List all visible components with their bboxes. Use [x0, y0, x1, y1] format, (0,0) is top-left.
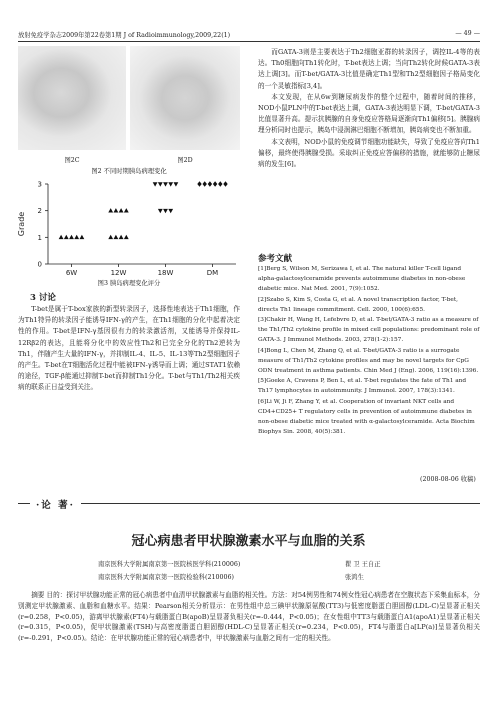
figure-3-caption: 图3 胰岛病理变化评分 — [97, 280, 161, 287]
data-point-triangle-up — [124, 208, 129, 212]
data-point-triangle-up — [119, 208, 124, 212]
data-point-triangle-up — [64, 235, 69, 239]
discussion-heading: 3 讨论 — [30, 293, 56, 303]
figure-2c-image — [18, 46, 126, 150]
running-header-left: 放射免疫学杂志2009年第22卷第1期 J of Radioimmunology,2009,22(1) — [18, 32, 231, 39]
figure-2d-image — [130, 46, 240, 150]
figure-2d-label: 图2D — [177, 157, 193, 164]
data-point-triangle-up — [114, 235, 119, 239]
data-point-triangle-down — [158, 209, 163, 213]
x-tick-label: 12W — [110, 269, 127, 277]
figure-2-caption: 图2 不同时期胰岛病理变化 — [91, 168, 167, 175]
data-point-triangle-up — [108, 235, 113, 239]
x-tick-label: 18W — [157, 269, 174, 277]
discussion-paragraph: T-bet是属于T-box家族的新型转录因子，选择性地表达于Th1细胞，作为Th1特异的转录因子能诱导IFN-γ的产生，在Th1细胞的分化中起着决定性的作用。T-bet是IFN-γ基因很有力的转录激活剂，又能诱导并保持IL-12Rβ2的表达，且能将分化中的效应性Th2和已完全分化的Th2逆转为Th1，伴随产生大量的IFN-γ，并抑制IL-4、IL-5、IL-13等Th2型细胞因子的产生。T-bet在T细胞活化过程中能被IFN-γ诱导而上调；通过STAT1依赖的途径，TGF-β能通过抑制T-bet而抑制Th1分化。T-bet与Th1/Th2相关疾病的联系正日益受到关注。 — [18, 305, 240, 392]
authors-1: 瞿 卫 王自正 — [345, 561, 381, 568]
figure-3-chart — [14, 178, 244, 278]
reference-item: [1]Berg S, Wilson M, Serizawa I, et al. The natural killer T-cell ligand alpha-galactosylceramide prevents autoimmune diabetes in non-obese diabetic mice. Nat Med. 2001, 7(9):1052. — [258, 266, 466, 293]
affiliation-1: 南京医科大学附属南京第一医院核医学科(210006) — [98, 561, 241, 568]
data-point-triangle-down — [168, 209, 173, 213]
y-axis-label: Grade — [17, 211, 26, 237]
data-point-triangle-up — [114, 208, 119, 212]
discussion-body — [18, 304, 240, 394]
article-title: 冠心病患者甲状腺激素水平与血脂的关系 — [131, 534, 366, 549]
x-tick-label: DM — [206, 269, 219, 277]
references-heading: 参考文献 — [258, 254, 293, 264]
right-paragraph-2: 本文发现，在从6w到糖尿病发作的整个过程中，随着时间的推移，NOD小鼠PLN中的T-bet表达上调，GATA-3表达明显下调，T-bet/GATA-3比值显著升高。提示抗胰腺的自身免疫应答格局逐渐向Th1偏移[5]。胰腺病理分析同时也提示，胰岛中浸润淋巴细胞不断增加，胰岛病变也不断加重。 — [258, 92, 480, 135]
y-tick-label: 3 — [37, 180, 42, 189]
y-tick-label: 1 — [37, 233, 42, 242]
reference-item: [3]Chakir H, Wang H, Lefebvre D, et al. T-bet/GATA-3 ratio as a measure of the Th1/Th2 cytokine profile in mixed cell populations: predominant role of GATA-3. J Immunol Methods. 2003, 278(1-2):157. — [258, 317, 480, 344]
data-point-diamond — [213, 181, 217, 187]
x-tick-label: 6W — [65, 269, 78, 277]
figure-2c-label: 图2C — [64, 157, 80, 164]
data-point-triangle-up — [124, 235, 129, 239]
right-paragraph-3: 本文表明，NOD小鼠的免疫调节细胞功能缺失，导致了免疫应答向Th1偏移，最终使得胰腺受损。采取纠正免疫应答偏移的措施，就能够防止糖尿病的发生[6]。 — [258, 137, 480, 169]
authors-2: 张鸿生 — [345, 574, 364, 581]
abstract — [18, 590, 480, 644]
data-point-triangle-up — [80, 235, 85, 239]
data-point-triangle-down — [168, 182, 173, 186]
data-point-diamond — [197, 181, 201, 187]
running-header — [18, 30, 480, 39]
data-point-triangle-down — [153, 182, 158, 186]
data-point-diamond — [203, 181, 207, 187]
y-tick-label: 2 — [37, 207, 42, 216]
data-point-triangle-down — [174, 182, 179, 186]
y-tick-label: 0 — [37, 260, 42, 269]
received-date: (2008-08-06 收稿) — [420, 476, 476, 483]
data-point-triangle-up — [74, 235, 79, 239]
reference-item: [6]Li W, Ji F, Zhang Y, et al. Cooperation of invariant NKT cells and CD4+CD25+ T regulatory cells in prevention of autoimmune diabetes in non-obese diabetic mice treated with α-galactosylceramide. Acta Biochim Biophys Sin. 2008, 40(5):381. — [258, 398, 475, 436]
section-rule — [18, 503, 480, 504]
data-point-triangle-down — [158, 182, 163, 186]
references-list — [258, 264, 480, 437]
section-banner: ·论 著· — [30, 497, 81, 511]
affiliation-2: 南京医科大学附属南京第一医院检验科(210006) — [98, 574, 234, 581]
data-point-triangle-up — [59, 235, 64, 239]
right-paragraph-1: 而GATA-3则是主要表达于Th2细胞亚群的转录因子，调控IL-4等的表达。Th0细胞向Th1转化时，T-bet表达上调；当向Th2转化时候GATA-3表达上调[3]。而T-bet/GATA-3比值是确定Th1型和Th2型细胞因子格局变化的一个灵敏指标[3,4]。 — [258, 48, 480, 90]
data-point-triangle-up — [119, 235, 124, 239]
reference-item: [2]Szabo S, Kim S, Costa G, et al. A novel transcription factor, T-bet, directs Th1 lineage commitment. Cell. 2000, 100(6):655. — [258, 296, 459, 313]
page-number: — 49 — — [455, 30, 480, 37]
data-point-diamond — [223, 181, 227, 187]
data-point-triangle-up — [108, 208, 113, 212]
data-point-triangle-up — [69, 235, 74, 239]
header-rule — [18, 41, 480, 42]
data-point-triangle-down — [163, 182, 168, 186]
reference-item: [5]Goeke A, Cravens P, Ben L, et al. T-bet regulates the fate of Th1 and Th17 lymphocytes in autoimmunity. J Immunol. 2007, 178(3):1341. — [258, 378, 467, 395]
abstract-text: 摘要 目的：探讨甲状腺功能正常的冠心病患者中血清甲状腺激素与血脂的相关性。方法：对54例男性和74例女性冠心病患者在空腹状态下采集血标本，分别测定甲状腺激素、血脂和血糖水平。结果：Pearson相关分析显示：在男性组中总三碘甲状腺原氨酸(TT3)与低密度脂蛋白胆固醇(LDL-C)呈显著正相关(r=0.258，P<0.05)，游离甲状腺素(FT4)与载脂蛋白B(apoB)呈显著负相关(r=-0.444，P<0.05)；在女性组中TT3与载脂蛋白A1(apoA1)呈显著正相关(r=0.315，P<0.05)，促甲状腺激素(TSH)与高密度脂蛋白胆固醇(HDL-C)呈显著正相关(r=0.234，P<0.05)，FT4与脂蛋白a[LP(a)]呈显著负相关(r=-0.291，P<0.05)。结论：在甲状腺功能正常的冠心病患者中，甲状腺激素与血脂之间有一定的相关性。 — [18, 591, 480, 643]
data-point-triangle-down — [163, 209, 168, 213]
data-point-diamond — [208, 181, 212, 187]
right-column-body — [258, 47, 480, 170]
reference-item: [4]Bong L, Chen M, Zhang Q, et al. T-bet/GATA-3 ratio is a surrogate measure of Th1/Th2 cytokine profiles and may be novel targets for CpG ODN treatment in asthma patients. Chin Med J (Eng). 2006, 119(16):1396. — [258, 347, 479, 375]
data-point-diamond — [218, 181, 222, 187]
